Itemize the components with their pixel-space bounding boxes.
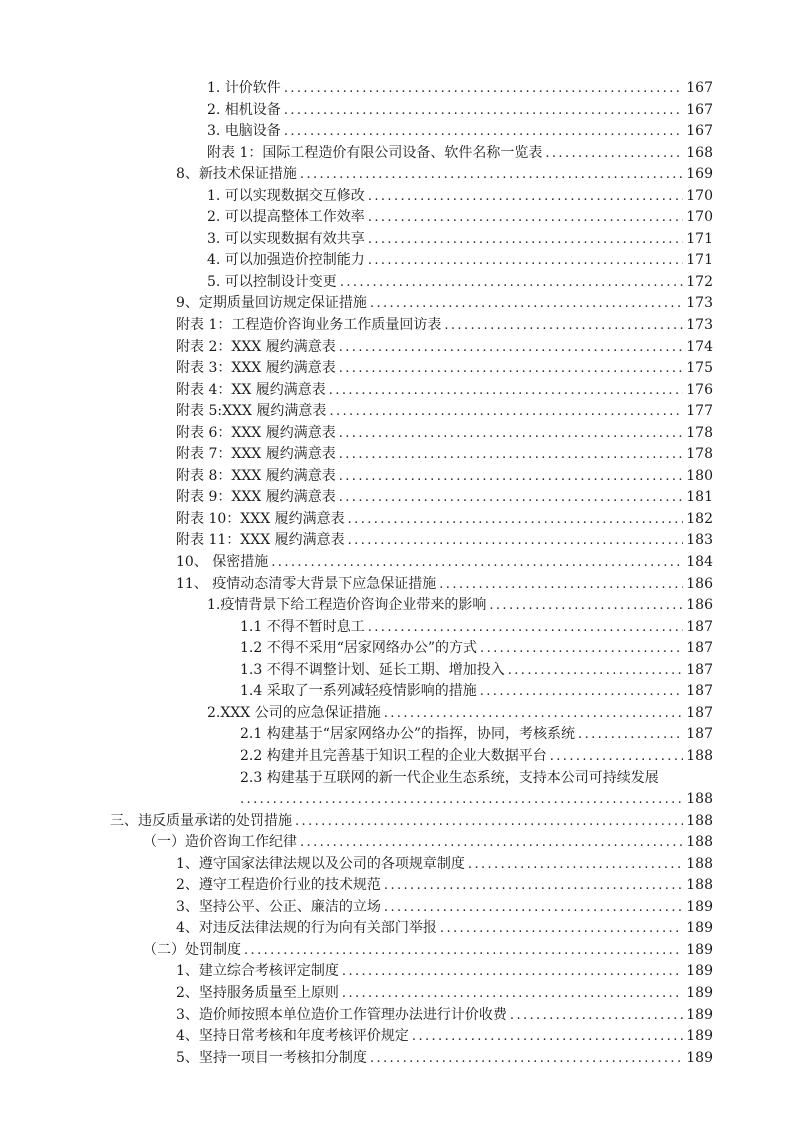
table-of-contents (0, 78, 793, 1069)
toc-row[interactable] (0, 487, 793, 509)
toc-row[interactable] (0, 595, 793, 617)
toc-page-number: 187 (686, 726, 713, 743)
toc-page-number: 189 (686, 984, 713, 1001)
toc-row[interactable] (0, 703, 793, 725)
toc-page-number: 189 (686, 963, 713, 980)
toc-entry-title: 附表 11：XXX 履约满意表 (176, 532, 345, 549)
dot-leader (339, 423, 684, 445)
toc-page-number: 167 (686, 80, 713, 96)
dot-leader (368, 250, 683, 272)
toc-page-number: 187 (686, 661, 713, 678)
dot-leader (300, 164, 683, 186)
dot-leader (480, 638, 683, 660)
toc-page-number: 186 (686, 597, 713, 614)
toc-entry-title: （一）造价咨询工作纪律 (143, 834, 297, 851)
dot-leader (468, 854, 683, 876)
toc-page-number: 173 (686, 295, 713, 312)
toc-entry-title: 2.XXX 公司的应急保证措施 (207, 704, 381, 721)
toc-row[interactable] (0, 940, 793, 962)
toc-entry-title: 1.2 不得不采用“居家网络办公”的方式 (240, 640, 478, 657)
dot-leader (384, 875, 683, 897)
toc-page-number: 183 (686, 532, 713, 549)
toc-row[interactable] (0, 1026, 793, 1048)
toc-page-number: 181 (686, 489, 713, 506)
toc-entry-title: 2、坚持服务质量至上原则 (176, 984, 339, 1001)
toc-page-number: 174 (686, 338, 713, 355)
toc-row[interactable] (0, 875, 793, 897)
toc-row[interactable] (0, 638, 793, 660)
toc-entry-title: 附表 2：XXX 履约满意表 (176, 338, 336, 355)
toc-page-number: 187 (686, 640, 713, 657)
dot-leader (340, 272, 683, 294)
toc-entry-title: 2.3 构建基于互联网的新一代企业生态系统，支持本公司可持续发展 (240, 769, 659, 786)
toc-entry-title: 9、定期质量回访规定保证措施 (176, 295, 367, 312)
toc-entry-title: 1、建立综合考核评定制度 (176, 963, 339, 980)
toc-page-number: 182 (686, 510, 713, 527)
toc-entry-title: 1.4 采取了一系列减轻疫情影响的措施 (240, 683, 477, 700)
toc-entry-title: 附表 5:XXX 履约满意表 (176, 403, 327, 420)
toc-entry-title: 5、坚持一项目一考核扣分制度 (176, 1049, 367, 1066)
toc-row-continuation[interactable] (0, 789, 793, 811)
toc-row[interactable] (0, 380, 793, 402)
toc-row[interactable] (0, 574, 793, 596)
dot-leader (368, 207, 683, 229)
dot-leader (342, 961, 683, 983)
toc-page-number: 171 (686, 230, 713, 247)
toc-page-number: 176 (686, 381, 713, 398)
toc-row[interactable] (0, 918, 793, 940)
toc-entry-title: 2. 相机设备 (207, 101, 281, 118)
toc-row[interactable] (0, 617, 793, 639)
toc-row[interactable] (0, 832, 793, 854)
dot-leader (284, 121, 683, 143)
toc-page-number: 168 (686, 144, 713, 161)
toc-row[interactable] (0, 897, 793, 919)
toc-row[interactable] (0, 293, 793, 315)
toc-row[interactable] (0, 272, 793, 294)
toc-page-number: 169 (686, 166, 713, 183)
toc-page-number: 187 (686, 683, 713, 700)
dot-leader (342, 983, 683, 1005)
toc-page-number: 177 (686, 403, 713, 420)
toc-row[interactable] (0, 552, 793, 574)
dot-leader (578, 724, 683, 746)
toc-entry-title: 2.1 构建基于“居家网络办公”的指挥，协同，考核系统 (240, 726, 576, 743)
toc-page-number: 189 (686, 898, 713, 915)
toc-page-number: 187 (686, 704, 713, 721)
toc-entry-title: 附表 6：XXX 履约满意表 (176, 424, 336, 441)
toc-entry-title: 附表 1：工程造价咨询业务工作质量回访表 (176, 317, 442, 334)
dot-leader (240, 789, 683, 811)
toc-row[interactable] (0, 681, 793, 703)
toc-page-number: 175 (686, 360, 713, 377)
dot-leader (550, 746, 684, 768)
toc-entry-title: 附表 4：XX 履约满意表 (176, 381, 326, 398)
dot-leader (545, 143, 683, 165)
toc-entry-title: 附表 9：XXX 履约满意表 (176, 489, 336, 506)
toc-entry-title: 1.3 不得不调整计划、延长工期、增加投入 (240, 661, 505, 678)
dot-leader (300, 832, 683, 854)
dot-leader (370, 1048, 683, 1070)
toc-entry-title: 1、遵守国家法律法规以及公司的各项规章制度 (176, 855, 465, 872)
toc-row[interactable] (0, 746, 793, 768)
toc-page-number: 188 (686, 812, 713, 829)
toc-page-number: 167 (686, 123, 713, 140)
toc-row[interactable] (0, 337, 793, 359)
toc-page-number: 189 (686, 920, 713, 937)
toc-page-number: 167 (686, 101, 713, 118)
dot-leader (329, 380, 684, 402)
toc-entry-title: 2. 可以提高整体工作效率 (207, 209, 365, 226)
dot-leader (284, 78, 683, 100)
dot-leader (384, 897, 683, 919)
dot-leader (329, 401, 683, 423)
dot-leader (348, 509, 684, 531)
toc-row[interactable] (0, 78, 793, 100)
dot-leader (384, 703, 684, 725)
toc-row[interactable] (0, 530, 793, 552)
toc-entry-title: 3. 电脑设备 (207, 123, 281, 140)
toc-entry-title: 3. 可以实现数据有效共享 (207, 230, 365, 247)
dot-leader (368, 229, 683, 251)
toc-entry-title: 1. 可以实现数据交互修改 (207, 187, 365, 204)
dot-leader (489, 595, 683, 617)
toc-row[interactable] (0, 1048, 793, 1070)
dot-leader (271, 552, 683, 574)
toc-page-number: 188 (686, 747, 713, 764)
toc-row[interactable] (0, 768, 793, 790)
dot-leader (339, 444, 684, 466)
toc-row[interactable] (0, 983, 793, 1005)
toc-page-number: 186 (686, 575, 713, 592)
toc-row[interactable] (0, 207, 793, 229)
dot-leader (368, 186, 683, 208)
toc-entry-title: 4、对违反法律法规的行为向有关部门举报 (176, 920, 437, 937)
dot-leader (339, 466, 684, 488)
dot-leader (244, 940, 683, 962)
toc-row[interactable] (0, 121, 793, 143)
toc-entry-title: 附表 3：XXX 履约满意表 (176, 360, 336, 377)
toc-page-number: 188 (686, 855, 713, 872)
toc-entry-title: 2、遵守工程造价行业的技术规范 (176, 877, 381, 894)
toc-row[interactable] (0, 466, 793, 488)
toc-row[interactable] (0, 186, 793, 208)
toc-page-number: 172 (686, 273, 713, 290)
toc-row[interactable] (0, 1005, 793, 1027)
toc-row[interactable] (0, 660, 793, 682)
toc-page-number: 187 (686, 618, 713, 635)
toc-row[interactable] (0, 250, 793, 272)
dot-leader (339, 358, 684, 380)
toc-entry-title: 5. 可以控制设计变更 (207, 273, 337, 290)
toc-entry-title: 1.1 不得不暂时息工 (240, 618, 365, 635)
toc-row[interactable] (0, 358, 793, 380)
toc-row[interactable] (0, 143, 793, 165)
dot-leader (339, 337, 684, 359)
dot-leader (348, 530, 684, 552)
toc-row[interactable] (0, 164, 793, 186)
toc-page-number: 178 (686, 446, 713, 463)
toc-page-number: 188 (686, 877, 713, 894)
dot-leader (508, 660, 684, 682)
toc-entry-title: 1. 计价软件 (207, 80, 281, 96)
dot-leader (368, 617, 684, 639)
dot-leader (284, 100, 683, 122)
dot-leader (412, 1026, 683, 1048)
toc-entry-title: 4. 可以加强造价控制能力 (207, 252, 365, 269)
toc-page-number: 188 (686, 834, 713, 851)
toc-page-number: 170 (686, 209, 713, 226)
toc-row[interactable] (0, 229, 793, 251)
toc-page-number: 189 (686, 1006, 713, 1023)
toc-entry-title: 附表 8：XXX 履约满意表 (176, 467, 336, 484)
toc-entry-title: 8、新技术保证措施 (176, 166, 297, 183)
toc-entry-title: 1.疫情背景下给工程造价咨询企业带来的影响 (207, 597, 487, 614)
toc-page-number: 184 (686, 554, 713, 571)
toc-entry-title: 附表 10：XXX 履约满意表 (176, 510, 345, 527)
dot-leader (370, 293, 683, 315)
toc-page-number: 189 (686, 1028, 713, 1045)
toc-row[interactable] (0, 444, 793, 466)
toc-row[interactable] (0, 423, 793, 445)
toc-entry-title: 11、 疫情动态清零大背景下应急保证措施 (176, 575, 437, 592)
toc-page-number: 171 (686, 252, 713, 269)
toc-row[interactable] (0, 401, 793, 423)
toc-page-number: 180 (686, 467, 713, 484)
toc-row[interactable] (0, 854, 793, 876)
dot-leader (339, 487, 684, 509)
dot-leader (480, 681, 684, 703)
toc-entry-title: 4、坚持日常考核和年度考核评价规定 (176, 1028, 409, 1045)
toc-entry-title: 10、 保密措施 (176, 554, 269, 571)
toc-page-number: 189 (686, 941, 713, 958)
toc-entry-title: 2.2 构建并且完善基于知识工程的企业大数据平台 (240, 747, 547, 764)
toc-row[interactable] (0, 315, 793, 337)
toc-page-number: 173 (686, 317, 713, 334)
toc-entry-title: 附表 1：国际工程造价有限公司设备、软件名称一览表 (207, 144, 543, 161)
dot-leader (439, 574, 683, 596)
dot-leader (510, 1005, 683, 1027)
toc-row[interactable] (0, 961, 793, 983)
toc-entry-title: 3、造价师按照本单位造价工作管理办法进行计价收费 (176, 1006, 507, 1023)
toc-page-number: 188 (686, 791, 713, 808)
toc-row[interactable] (0, 811, 793, 833)
toc-row[interactable] (0, 724, 793, 746)
toc-page-number: 189 (686, 1049, 713, 1066)
toc-row[interactable] (0, 100, 793, 122)
toc-entry-title: （二）处罚制度 (143, 941, 241, 958)
dot-leader (295, 811, 683, 833)
toc-page-number: 170 (686, 187, 713, 204)
dot-leader (440, 918, 683, 940)
toc-entry-title: 3、坚持公平、公正、廉洁的立场 (176, 898, 381, 915)
dot-leader (444, 315, 683, 337)
toc-page-number: 178 (686, 424, 713, 441)
toc-entry-title: 三、违反质量承诺的处罚措施 (110, 812, 292, 829)
toc-row[interactable] (0, 509, 793, 531)
toc-entry-title: 附表 7：XXX 履约满意表 (176, 446, 336, 463)
